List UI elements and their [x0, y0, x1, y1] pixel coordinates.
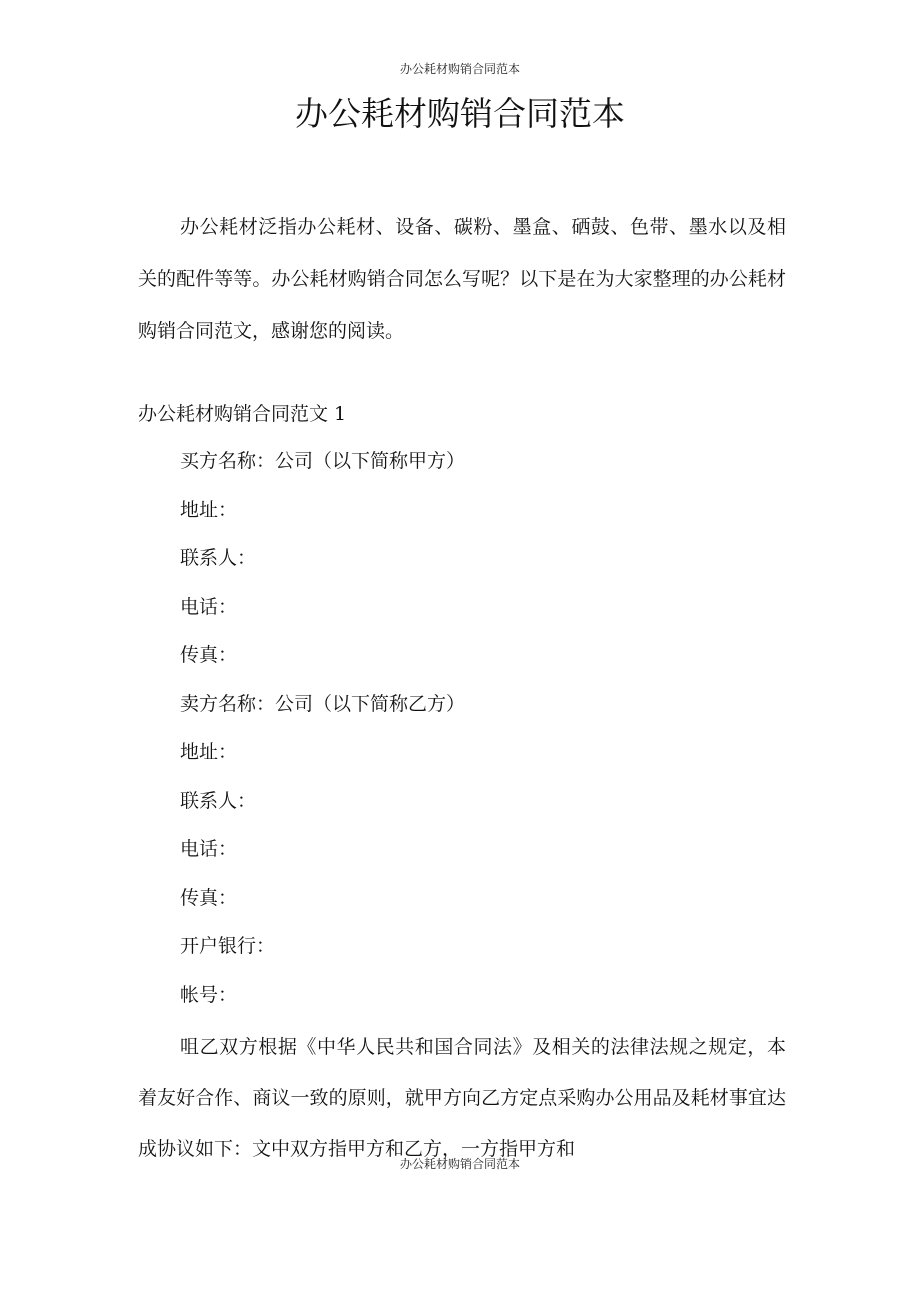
seller-contact-field: 联系人： [180, 789, 257, 812]
running-header: 办公耗材购销合同范本 [399, 62, 520, 76]
section-heading: 办公耗材购销合同范文 1 [138, 403, 347, 425]
intro-paragraph: 办公耗材泛指办公耗材、设备、碳粉、墨盒、硒鼓、色带、墨水以及相关的配件等等。办公耗材购销合同怎么写呢？以下是在为大家整理的办公耗材购销合同范文，感谢您的阅读。 [138, 216, 786, 342]
buyer-phone-field: 电话： [180, 595, 238, 618]
document-title: 办公耗材购销合同范本 [295, 94, 625, 133]
seller-bank-field: 开户银行： [180, 935, 276, 957]
agreement-paragraph: 咀乙双方根据《中华人民共和国合同法》及相关的法律法规之规定，本着友好合作、商议一致的原则，就甲方向乙方定点采购办公用品及耗材事宜达成协议如下：文中双方指甲方和乙方，一方指甲方和 [138, 1036, 786, 1160]
seller-fax-field: 传真： [180, 886, 238, 909]
buyer-contact-field: 联系人： [180, 547, 257, 569]
contract-party-fields [180, 445, 465, 1027]
running-footer: 办公耗材购销合同范本 [399, 1157, 520, 1171]
buyer-name-field: 买方名称：公司（以下简称甲方） [180, 450, 466, 472]
seller-name-field: 卖方名称：公司（以下简称乙方） [180, 692, 466, 715]
seller-account-field: 帐号： [180, 983, 238, 1006]
buyer-address-field: 地址： [180, 498, 238, 521]
seller-phone-field: 电话： [180, 838, 238, 860]
buyer-fax-field: 传真： [180, 644, 238, 666]
seller-address-field: 地址： [180, 741, 238, 763]
